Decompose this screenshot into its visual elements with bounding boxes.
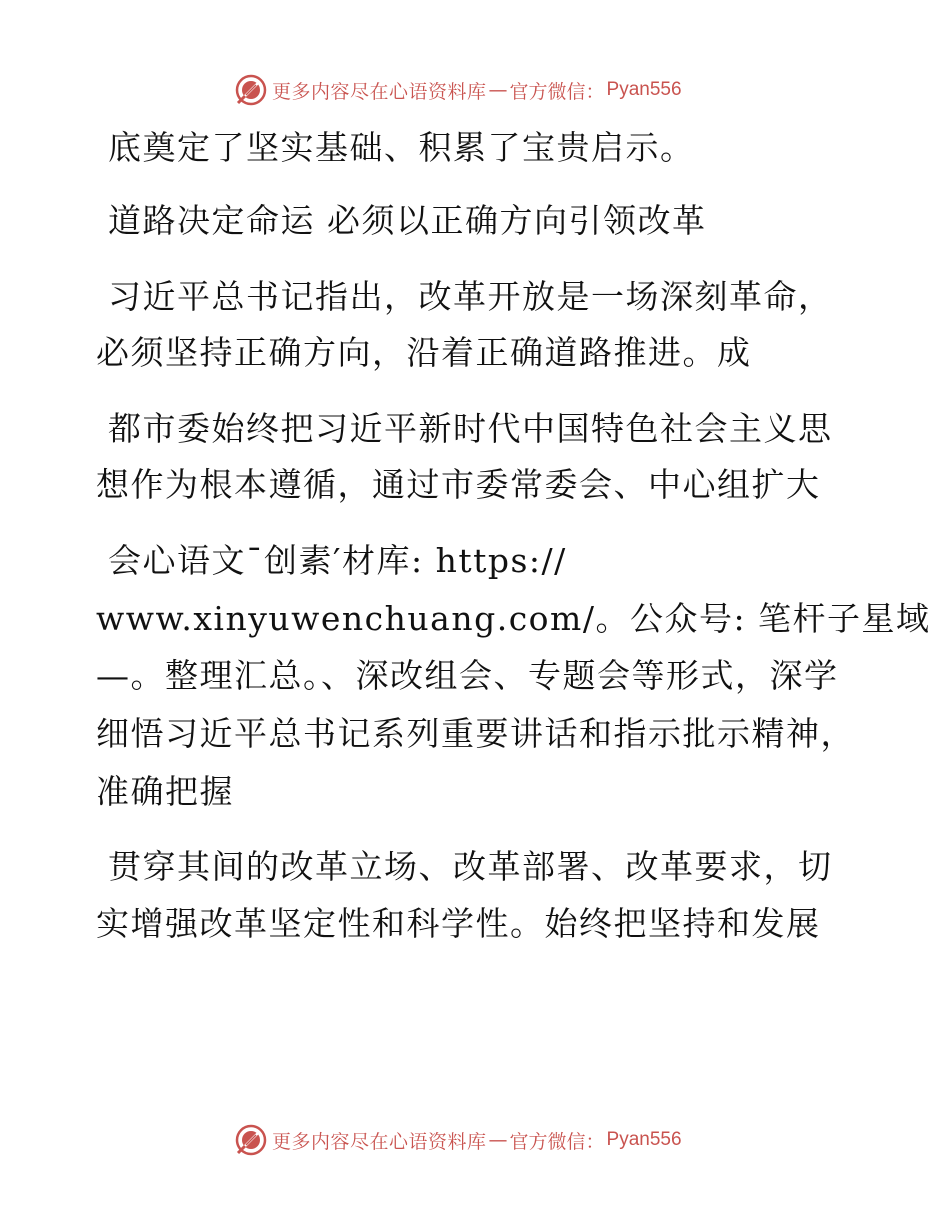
text-line: 贯穿其间的改革立场、改革部署、改革要求，切: [108, 847, 833, 886]
text-line: —。整理汇总。、深改组会、专题会等形式，深学: [96, 656, 839, 695]
watermark-wechat-id: Pyan556: [606, 1129, 682, 1150]
text-line: 习近平总书记指出，改革开放是一场深刻革命，: [108, 277, 833, 316]
watermark-dash: —: [488, 79, 508, 101]
watermark-dash: —: [488, 1129, 508, 1151]
text-line: 想作为根本遵循，通过市委常委会、中心组扩大: [96, 465, 821, 504]
text-line: 必须坚持正确方向，沿着正确道路推进。成: [96, 333, 752, 372]
quill-logo-icon: [234, 1123, 268, 1157]
watermark-label: 官方微信：: [509, 80, 605, 103]
watermark-text: 更多内容尽在心语资料库: [272, 80, 487, 103]
text-line: www.xinyuwenchuang.com/。公众号: 笔杆子星域: [96, 599, 931, 638]
watermark-label: 官方微信：: [509, 1130, 605, 1153]
header-watermark: [234, 72, 682, 108]
quill-logo-icon: [234, 73, 268, 107]
text-line: 细悟习近平总书记系列重要讲话和指示批示精神，: [96, 714, 855, 753]
text-line: 准确把握: [96, 772, 234, 811]
watermark-wechat-id: Pyan556: [606, 79, 682, 100]
text-line: 底奠定了坚实基础、积累了宝贵启示。: [108, 128, 695, 167]
text-line: 都市委始终把习近平新时代中国特色社会主义思: [108, 409, 833, 448]
text-line: 实增强改革坚定性和科学性。始终把坚持和发展: [96, 904, 821, 943]
section-heading: 道路决定命运 必须以正确方向引领改革: [108, 201, 707, 240]
footer-watermark: [234, 1122, 682, 1158]
watermark-text: 更多内容尽在心语资料库: [272, 1130, 487, 1153]
text-line: 会心语文¯创素′材库: https://: [108, 541, 567, 580]
